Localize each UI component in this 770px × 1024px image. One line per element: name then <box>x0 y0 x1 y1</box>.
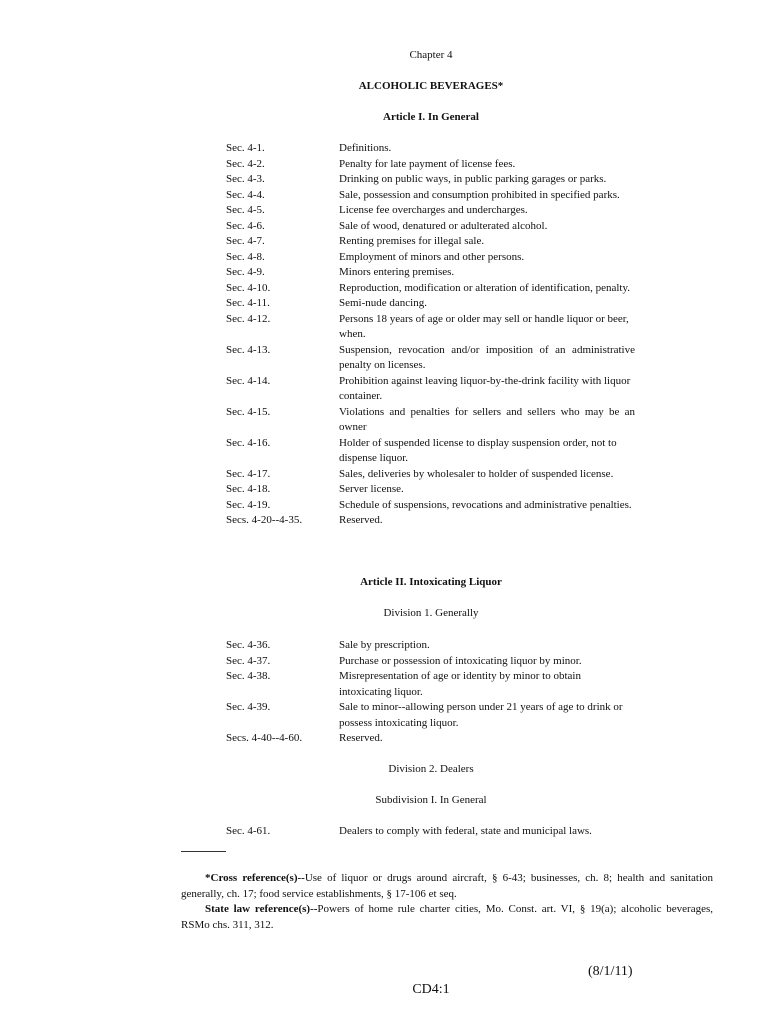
section-number: Sec. 4-8. <box>226 250 265 263</box>
division-1-contents <box>226 638 646 747</box>
state-law-text: Powers of home rule charter cities, Mo. Const. art. VI, § 19(a); alcoholic beverages, RSMo chs. 311, 312. <box>181 903 713 931</box>
section-title: Employment of minors and other persons. <box>339 250 525 263</box>
toc-entry <box>226 638 646 654</box>
section-number: Sec. 4-2. <box>226 157 265 170</box>
toc-entry <box>226 343 646 374</box>
section-title: Reserved. <box>339 732 383 744</box>
section-number: Secs. 4-20--4-35. <box>226 514 303 526</box>
section-number: Sec. 4-61. <box>226 825 271 837</box>
section-number: Sec. 4-15. <box>226 405 271 418</box>
section-title: Reserved. <box>339 514 383 526</box>
toc-entry <box>226 312 646 343</box>
section-title: Violations and penalties for sellers and sellers who may be an owner <box>339 405 635 433</box>
section-title: License fee overcharges and undercharges. <box>339 204 528 216</box>
article-1-contents <box>226 141 646 529</box>
section-title: Penalty for late payment of license fees. <box>339 157 516 170</box>
revision-date: (8/1/11) <box>588 964 633 979</box>
section-title: Prohibition against leaving liquor-by-the-drink facility with liquor container. <box>339 374 631 402</box>
toc-entry <box>226 731 646 747</box>
section-number: Sec. 4-3. <box>226 173 265 185</box>
section-number: Sec. 4-6. <box>226 219 265 232</box>
toc-entry <box>226 250 646 266</box>
section-title: Reproduction, modification or alteration of identification, penalty. <box>339 281 631 294</box>
section-title: Semi-nude dancing. <box>339 297 427 309</box>
toc-entry <box>226 234 646 250</box>
section-number: Sec. 4-13. <box>226 343 271 356</box>
toc-entry <box>226 219 646 235</box>
section-title: Minors entering premises. <box>339 266 455 278</box>
toc-entry <box>226 281 646 297</box>
section-number: Sec. 4-9. <box>226 266 265 278</box>
section-title: Schedule of suspensions, revocations and administrative penalties. <box>339 498 632 511</box>
toc-entry <box>226 265 646 281</box>
subdivision-1-contents <box>226 824 646 840</box>
section-number: Sec. 4-36. <box>226 639 271 651</box>
cross-reference-label: *Cross reference(s)-- <box>205 872 305 884</box>
toc-entry <box>226 498 646 514</box>
section-number: Secs. 4-40--4-60. <box>226 732 303 744</box>
section-title: Definitions. <box>339 142 392 154</box>
toc-entry <box>226 436 646 467</box>
section-title: Drinking on public ways, in public parking garages or parks. <box>339 173 607 185</box>
section-title: Sale to minor--allowing person under 21 years of age to drink or possess intoxicating liquor. <box>339 701 623 729</box>
toc-entry <box>226 203 646 219</box>
section-title: Sale of wood, denatured or adulterated alcohol. <box>339 219 548 232</box>
toc-entry <box>226 374 646 405</box>
division-2-heading: Division 2. Dealers <box>388 763 474 775</box>
state-law-note <box>181 902 713 933</box>
section-number: Sec. 4-10. <box>226 281 271 294</box>
footnote-divider <box>181 851 226 852</box>
toc-entry <box>226 482 646 498</box>
section-number: Sec. 4-19. <box>226 498 271 511</box>
section-title: Persons 18 years of age or older may sell or handle liquor or beer, when. <box>339 312 629 340</box>
division-1-heading: Division 1. Generally <box>383 607 479 619</box>
section-title: Sale by prescription. <box>339 639 430 651</box>
cross-reference-text: Use of liquor or drugs around aircraft, § 6-43; businesses, ch. 8; health and sanitation generally, ch. 17; food service establishments, § 17-106 et seq. <box>181 872 714 900</box>
toc-entry <box>226 467 646 483</box>
section-number: Sec. 4-18. <box>226 483 271 495</box>
toc-entry <box>226 700 646 731</box>
toc-entry <box>226 296 646 312</box>
section-title: Suspension, revocation and/or imposition of an administrative penalty on licenses. <box>339 343 635 371</box>
section-title: Sales, deliveries by wholesaler to holder of suspended license. <box>339 467 614 480</box>
section-title: Holder of suspended license to display suspension order, not to dispense liquor. <box>339 436 617 464</box>
footnotes <box>181 871 713 933</box>
article-2-heading: Article II. Intoxicating Liquor <box>360 576 502 588</box>
chapter-title: ALCOHOLIC BEVERAGES* <box>358 80 504 92</box>
toc-entry <box>226 824 646 840</box>
section-number: Sec. 4-16. <box>226 436 271 449</box>
section-number: Sec. 4-5. <box>226 204 265 216</box>
section-title: Renting premises for illegal sale. <box>339 235 485 247</box>
toc-entry <box>226 172 646 188</box>
section-number: Sec. 4-7. <box>226 235 265 247</box>
section-number: Sec. 4-12. <box>226 312 271 325</box>
section-title: Misrepresentation of age or identity by minor to obtain intoxicating liquor. <box>339 670 581 698</box>
section-number: Sec. 4-39. <box>226 701 271 713</box>
section-number: Sec. 4-38. <box>226 670 271 682</box>
article-1-heading: Article I. In General <box>383 111 479 123</box>
section-title: Dealers to comply with federal, state and municipal laws. <box>339 825 592 837</box>
cross-reference-note <box>181 871 713 902</box>
chapter-heading: Chapter 4 <box>409 49 453 61</box>
toc-entry <box>226 513 646 529</box>
section-number: Sec. 4-37. <box>226 654 271 667</box>
section-number: Sec. 4-17. <box>226 467 271 480</box>
section-number: Sec. 4-4. <box>226 188 265 201</box>
toc-entry <box>226 669 646 700</box>
section-number: Sec. 4-1. <box>226 142 265 154</box>
section-title: Sale, possession and consumption prohibited in specified parks. <box>339 188 620 201</box>
subdivision-1-heading: Subdivision I. In General <box>375 794 487 806</box>
state-law-label: State law reference(s)-- <box>205 903 318 915</box>
section-title: Server license. <box>339 483 404 495</box>
page-number: CD4:1 <box>412 982 450 997</box>
section-title: Purchase or possession of intoxicating liquor by minor. <box>339 654 582 667</box>
toc-entry <box>226 141 646 157</box>
toc-entry <box>226 654 646 670</box>
toc-entry <box>226 405 646 436</box>
toc-entry <box>226 188 646 204</box>
toc-entry <box>226 157 646 173</box>
section-number: Sec. 4-14. <box>226 374 271 387</box>
section-number: Sec. 4-11. <box>226 297 270 309</box>
